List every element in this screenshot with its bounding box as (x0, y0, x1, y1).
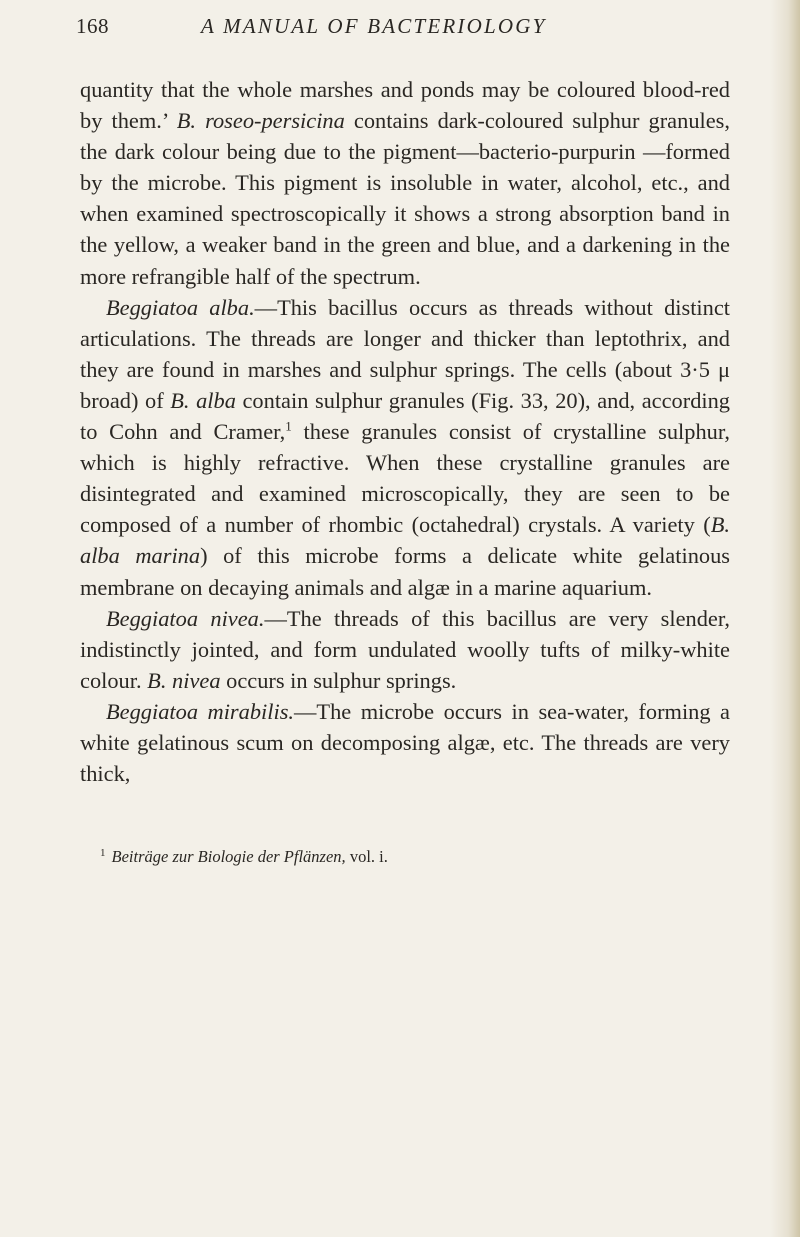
page-edge-shadow (770, 0, 800, 1237)
paragraph-roseo-persicina (80, 74, 730, 292)
footnote (100, 846, 388, 868)
species-heading: Beggiatoa mirabilis. (106, 698, 295, 724)
species-name: B. alba (170, 387, 236, 413)
species-name: B. roseo-persicina (176, 108, 345, 134)
species-heading: Beggiatoa nivea. (106, 605, 265, 631)
page-number: 168 (76, 14, 109, 38)
footnote-title: Beiträge zur Biologie der Pflänzen, (111, 847, 346, 866)
running-title: A MANUAL OF BACTERIOLOGY (201, 14, 547, 38)
footnote-text: vol. i. (345, 847, 388, 866)
footnote-mark: 1 (100, 846, 106, 859)
paragraph-text: quantity that the whole marshes and ponds may be coloured blood-red by them.’ (80, 77, 730, 134)
species-heading: Beggiatoa alba. (106, 294, 255, 320)
body-text (80, 74, 730, 789)
paragraph-text: ) of this microbe forms a delicate white gelatinous membrane on decaying animals and algæ in a marine aquarium. (80, 543, 730, 600)
paragraph-text: —The threads of this bacillus are very slender, indistinctly jointed, and form undulated woolly tufts of milky-white colour. (80, 605, 730, 693)
page-header (76, 14, 736, 50)
paragraph-text: —The microbe occurs in sea-water, forming a white gelatinous scum on decomposing algæ, etc. The threads are very thick, (80, 698, 730, 787)
paragraph-beggiatoa-nivea (80, 603, 730, 696)
paragraph-text: these granules consist of crystalline sulphur, which is highly refractive. When these crystalline granules are disintegrated and examined microscopically, they are seen to be composed of a number of rhombic (octahedral) crystals. A variety ( (80, 419, 730, 538)
paragraph-beggiatoa-mirabilis (80, 696, 730, 789)
paragraph-text: contains dark-coloured sulphur granules, the dark colour being due to the pigment—bacterio-purpurin —formed by the microbe. This pigment is insoluble in water, alcohol, etc., and when examined spectroscopically it shows a strong absorption band in the yellow, a weaker band in the green and blue, and a darkening in the more refrangible half of the spectrum. (80, 108, 730, 289)
species-name: B. alba marina (80, 512, 730, 569)
species-name: B. nivea (147, 667, 221, 693)
paragraph-text: contain sulphur granules (Fig. 33, 20), and, according to Cohn and Cramer, (80, 387, 731, 445)
paragraph-text: occurs in sulphur springs. (220, 667, 457, 693)
paragraph-text: —This bacillus occurs as threads without distinct articulations. The threads are longer and thicker than leptothrix, and they are found in marshes and sulphur springs. The cells (about 3·5 μ broad) of (80, 294, 730, 413)
footnote-reference: 1 (285, 418, 292, 434)
paragraph-beggiatoa-alba (80, 292, 730, 603)
